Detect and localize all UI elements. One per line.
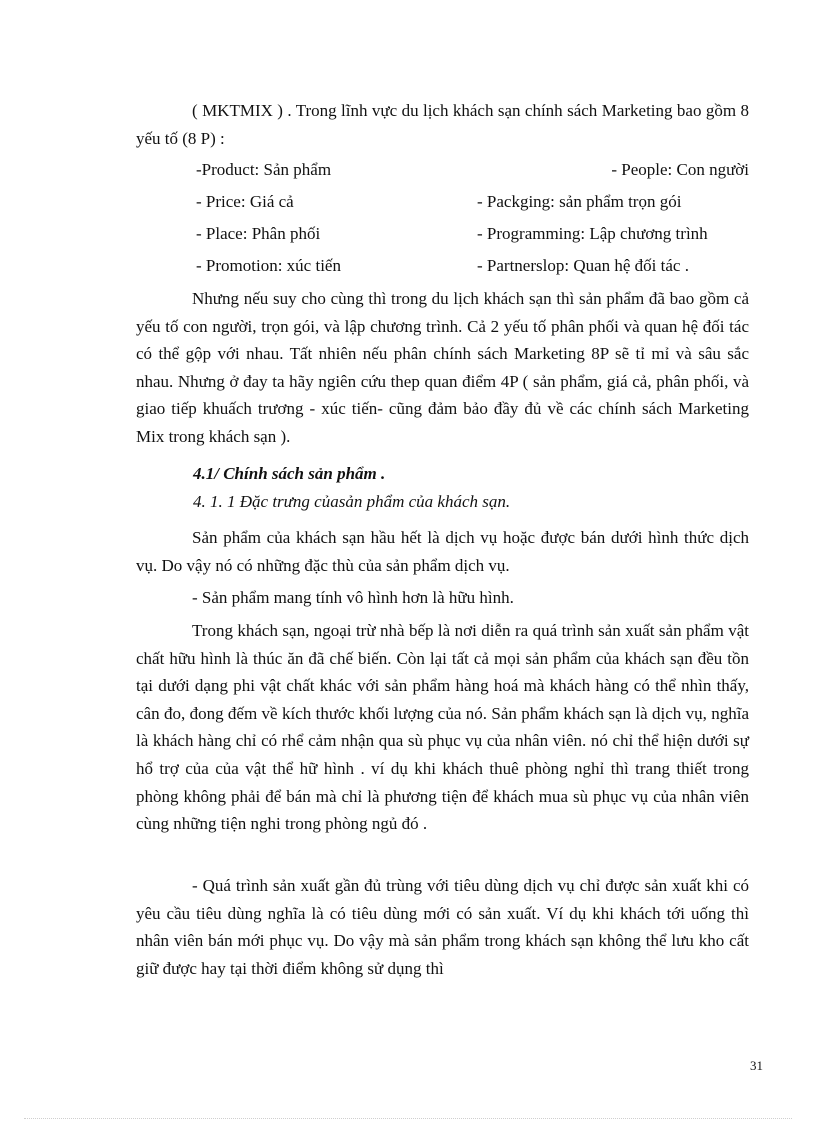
paragraph-8p-discussion: Nhưng nếu suy cho cùng thì trong du lịch khách sạn thì sản phẩm đã bao gồm cả yếu tố con người, trọn gói, và lập chương trình. Cả 2 yếu tố phân phối và quan hệ đối tác có thể gộp với nhau. Tất nhiên nếu phân chính sách Marketing 8P sẽ tỉ mỉ và sâu sắc nhau. Nhưng ở đay ta hãy ngiên cứu thep quan điểm 4P ( sản phẩm, giá cả, phân phối, và giao tiếp khuấch trương - xúc tiến- cũng đảm bảo đầy đủ về các chính sách Marketing Mix trong khách sạn ). [136,289,749,446]
list-item-partnership: - Partnerslop: Quan hệ đối tác . [477,256,689,275]
paragraph-production-consumption: - Quá trình sản xuất gần đủ trùng với tiêu dùng dịch vụ chỉ được sản xuất khi có yêu cầu tiêu dùng nghĩa là có tiêu dùng mới có sản xuất. Ví dụ khi khách tới uống thì nhân viên bán mới phục vụ. Do vậy mà sản phẩm trong khách sạn không thể lưu kho cất giữ được hay tại thời điểm không sử dụng thì [136,876,749,978]
paragraph-product-services: Sản phẩm của khách sạn hầu hết là dịch vụ hoặc được bán dưới hình thức dịch vụ. Do vậy nó có những đặc thù của sản phẩm dịch vụ. [136,528,749,575]
subsection-heading: 4. 1. 1 Đặc trưng củasản phẩm của khách sạn. [193,492,511,511]
paragraph-hotel-kitchen: Trong khách sạn, ngoại trừ nhà bếp là nơi diễn ra quá trình sản xuất sản phẩm vật chất hữu hình là thúc ăn đã chế biến. Còn lại tất cả mọi sản phẩm của khách sạn đều tồn tại dưới dạng phi vật chất khác với sản phẩm hàng hoá mà khách hàng có thể nhìn thấy, cân đo, đong đếm về kích thước khối lượng của nó. Sản phẩm khách sạn là dịch vụ, nghĩa là khách hàng chỉ có rhể cảm nhận qua sù phục vụ của nhân viên. nó chỉ thể hiện dưới sự hổ trợ của của vật thể hữ hình . ví dụ khi khách thuê phòng nghỉ thì trang thiết trong phòng không phải để bán mà chỉ là phương tiện để khách mua sù phục vụ của nhân viên cùng những tiện nghi trong phòng ngủ đó . [136,621,749,834]
list-item-price: - Price: Giá cả [196,192,294,211]
bullet-intangible: - Sản phẩm mang tính vô hình hơn là hữu hình. [192,588,514,607]
list-item-promotion: - Promotion: xúc tiến [196,256,341,275]
section-heading: 4.1/ Chính sách sản phẩm . [193,464,386,483]
page-number: 31 [750,1058,763,1073]
list-item-people: - People: Con người [611,160,749,179]
list-item-programming: - Programming: Lập chương trình [477,224,708,243]
footer-divider [24,1118,792,1119]
list-item-packaging: - Packging: sản phẩm trọn gói [477,192,682,211]
intro-paragraph: ( MKTMIX ) . Trong lĩnh vực du lịch khách sạn chính sách Marketing bao gồm 8 yếu tố (8 P) : [136,101,749,148]
list-item-product: -Product: Sản phẩm [196,160,332,179]
list-item-place: - Place: Phân phối [196,224,321,243]
